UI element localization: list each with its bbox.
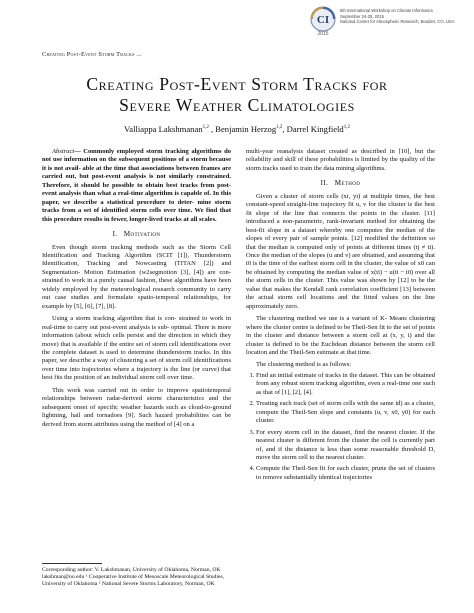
section-1-heading [42,230,231,238]
method-paragraph-1: Given a cluster of storm cells (xi, yi) at multiple times, the best constant-speed straight-line trajectory fit u, v for the cluster is the best fit slope of the line that connects the points in the cluster. [11] introduced a non-parametric, rank-invariant method for obtaining the best-fit slope in a dataset whereby one computes the median of the slopes of every pair of sample points. [12] modified the definition so that the median is computed only of points at different times (tj ≠ ti). Once the median of the slopes (u and v) are obtained, and assuming that t0 is the time of the earliest storm cell in the cluster, the value of x0 can be obtained by computing the median value of x(ti) − u(ti − t0) over all the storm cells in the cluster. This value was shown by [12] to be the value that makes the Kendall rank correlation coefficient [13] between the actual storm cell locations and the fitted values on the line approximately zero. [246,192,435,310]
section-2-number: II. [320,179,329,188]
author-3: Darrel Kingfield [286,124,344,134]
step-item: 1. Find an initial estimate of tracks in the dataset. This can be obtained from any robust storm tracking algorithm, even a real-time one such as that of [1], [2], [4]. [256,372,435,397]
step-item: 2. Treating each track (set of storm cells with the same id) as a cluster, compute the Theil-Sen slope and constants (u, v, x0, y0) for each cluster. [256,400,435,425]
conference-dates: September 24-25, 2015 [340,13,384,19]
workshop-logo-icon [310,6,336,32]
footnote: Corresponding author: V. Lakshmanan, University of Oklahoma, Norman, OK lakshman@ou.edu ¹ Cooperative Institute of Mesoscale Meteorological Studies, University of Oklahoma ² National Severe Storms Laboratory, Norman, OK [42,567,225,587]
title-line-2: Severe Weather Climatologies [119,95,355,115]
author-list: Valliappa Lakshmanan$^{1,2}$ , Benjamin Herzog$^{1,2}$, Darrel Kingfield$^{1,2}$ [124,124,350,134]
svg-text:CI: CI [316,14,330,26]
title-line-1: Creating Post-Event Storm Tracks for [86,74,388,94]
method-paragraph-3: The clustering method is as follows: [256,361,352,369]
logo-year: 2015 [317,31,329,37]
motivation-paragraph-3: This work was carried out in order to improve spatiotemporal relationships between radar-derived storm characteristics and the subsequent onset of specific weather hazards such as cloud-to-ground lightning, hail and tornadoes [9]. Such hazard probabilities can be derived from storm attributes using the method of [4] on a [42,386,231,428]
method-paragraph-2: The clustering method we use is a variant of K- Means clustering where the cluster centre is defined to be Theil-Sen fit to the set of points in the cluster and distance between a storm cell at (x, y, t) and the cluster is defined to be the Euclidean distance between the storm cell location and the Theil-Sen estimate at that time. [246,315,435,356]
conference-name: 5th International Workshop on Climate Informatics [340,8,433,13]
motivation-paragraph-2: Using a storm tracking algorithm that is con- strained to work in real-time to carry out post-event analysis is sub- optimal. There is more information (about which cells persist and the direction in which they move) that is available if the entire set of storm cell identifications over the complete dataset is used to determine thunderstorm tracks. In this paper, we describe a way of clustering a set of storm cell identifications over time into trajectories where a trajectory is the line (or curve) that best fits the position of an individual storm cell over time. [42,315,231,382]
section-1-number: I. [112,230,118,239]
abstract-text: — Commonly employed storm tracking algorithms do not use information on the subsequent positions of a storm because it is not avail- able at the time that associations between frames are carried out, but post-event analysis is not similarly constrained. Therefore, it should be possible to obtain best tracks from post-event analysis than what a real-time algorithm is capable of. In this paper, we describe a statistical procedure to deter- mine storm tracks from a set of identified storm cells over time. We find that this procedure results in fewer, longer-lived tracks at all scales. [42,148,231,223]
running-head: Creating Post-Event Storm Tracks ... [42,51,142,58]
section-2-title: Method [334,179,361,188]
author-2: Benjamin Herzog [215,124,277,134]
author-1-affil: 1,2 [202,125,209,131]
left-column [42,148,231,429]
section-1-title: Motivation [123,230,161,239]
footnote-rule [42,563,102,564]
conference-venue: National Center for Atmospheric Research, Boulder, CO, USA [340,19,455,25]
clustering-steps [246,372,435,482]
right-intro-paragraph: multi-year reanalysis dataset created as described in [10], but the reliability and skill of these probabilities is limited by the quality of the storm tracks used to train the data mining algorithms. [246,148,435,172]
author-3-affil: 1,2 [343,125,350,131]
author-2-affil: 1,2 [276,125,283,131]
motivation-paragraph-1: Even though storm tracking methods such as the Storm Cell Identification and Tracking Algorithm (SCIT [1]), Thunderstorm Identification, Tracking and Nowcasting (TITAN [2]) and Segmentation- Motion Estimation (w2segmotion [3], [4]) are con- strained to work in a purely causal fashion, these algorithms have been widely employed by the meteorological research community to carry out case studies and formulate spatio-temporal relationships, for example by [5], [6], [7], [8]. [42,243,231,310]
paper-title [0,74,474,116]
step-item: 3. For every storm cell in the dataset, find the nearest cluster. If the nearest cluster is different from the cluster the cell is currently part of, and if the distance is less than some reasonable threshold D, move the storm cell to the nearest cluster. [256,429,435,463]
section-2-heading [246,179,435,187]
right-column [246,148,435,485]
step-item: 4. Compute the Theil-Sen fit for each cluster, prune the set of clusters to remove substantially identical trajectories [256,465,435,482]
conference-info [340,8,470,25]
abstract-label: Abstract [52,148,75,155]
author-1: Valliappa Lakshmanan [124,124,203,134]
abstract [42,148,231,224]
